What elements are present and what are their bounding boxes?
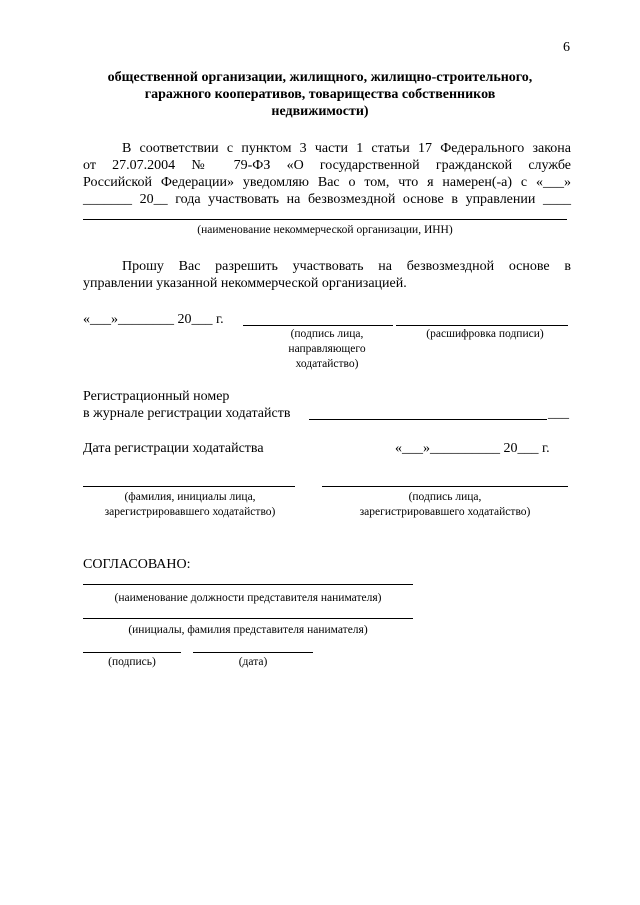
registrar-right-caption-1: (подпись лица, <box>408 491 482 503</box>
sign-caption-3: ходатайство) <box>295 358 359 370</box>
sign-caption-2: направляющего <box>288 343 366 355</box>
para1-line-4: _______ 20__ года участвовать на безвозмездной основе в управлении ____ <box>83 192 571 207</box>
heading-line-2: гаражного кооперативов, товарищества собственников <box>144 87 496 102</box>
sign-caption-1: (подпись лица, <box>290 328 364 340</box>
heading-line-1: общественной организации, жилищного, жилищно-строительного, <box>107 70 533 85</box>
reg-number-tail: ___ <box>548 406 569 421</box>
signature-line <box>243 325 393 326</box>
org-name-line <box>83 219 567 220</box>
org-caption: (наименование некоммерческой организации, ИНН) <box>197 224 453 236</box>
para2-line-1: Прошу Вас разрешить участвовать на безвозмездной основе в <box>122 259 571 274</box>
registrar-signature-line <box>322 486 568 487</box>
registrar-left-caption-1: (фамилия, инициалы лица, <box>124 491 256 503</box>
approved-title: СОГЛАСОВАНО: <box>83 557 191 572</box>
signature-caption: (подпись) <box>108 656 156 668</box>
date-caption: (дата) <box>238 656 268 668</box>
para1-line-1: В соответствии с пунктом 3 части 1 статьи 17 Федерального закона <box>122 141 571 156</box>
position-line <box>83 584 413 585</box>
para1-line-3: Российской Федерации» уведомляю Вас о том, что я намерен(-а) с «___» <box>83 175 571 190</box>
approver-date-line <box>193 652 313 653</box>
position-caption: (наименование должности представителя нанимателя) <box>114 592 382 604</box>
reg-date-value: «___»__________ 20___ г. <box>395 441 550 456</box>
reg-number-line <box>309 419 547 420</box>
name-line <box>83 618 413 619</box>
registrar-right-caption-2: зарегистрировавшего ходатайство) <box>359 506 531 518</box>
reg-number-line-2: в журнале регистрации ходатайств <box>83 406 291 421</box>
approver-signature-line <box>83 652 181 653</box>
registrar-name-line <box>83 486 295 487</box>
name-caption: (инициалы, фамилия представителя нанимателя) <box>128 624 368 636</box>
reg-number-line-1: Регистрационный номер <box>83 389 230 404</box>
signature-decode-line <box>396 325 568 326</box>
heading-line-3: недвижимости) <box>271 104 369 119</box>
para2-line-2: управлении указанной некоммерческой организацией. <box>83 276 407 291</box>
page-number: 6 <box>563 40 570 55</box>
para1-line-2: от 27.07.2004 № 79-ФЗ «О государственной гражданской службе <box>83 158 571 173</box>
registrar-left-caption-2: зарегистрировавшего ходатайство) <box>104 506 276 518</box>
sign-caption-right: (расшифровка подписи) <box>426 328 544 340</box>
reg-date-label: Дата регистрации ходатайства <box>83 441 264 456</box>
sign-date: «___»________ 20___ г. <box>83 312 224 327</box>
